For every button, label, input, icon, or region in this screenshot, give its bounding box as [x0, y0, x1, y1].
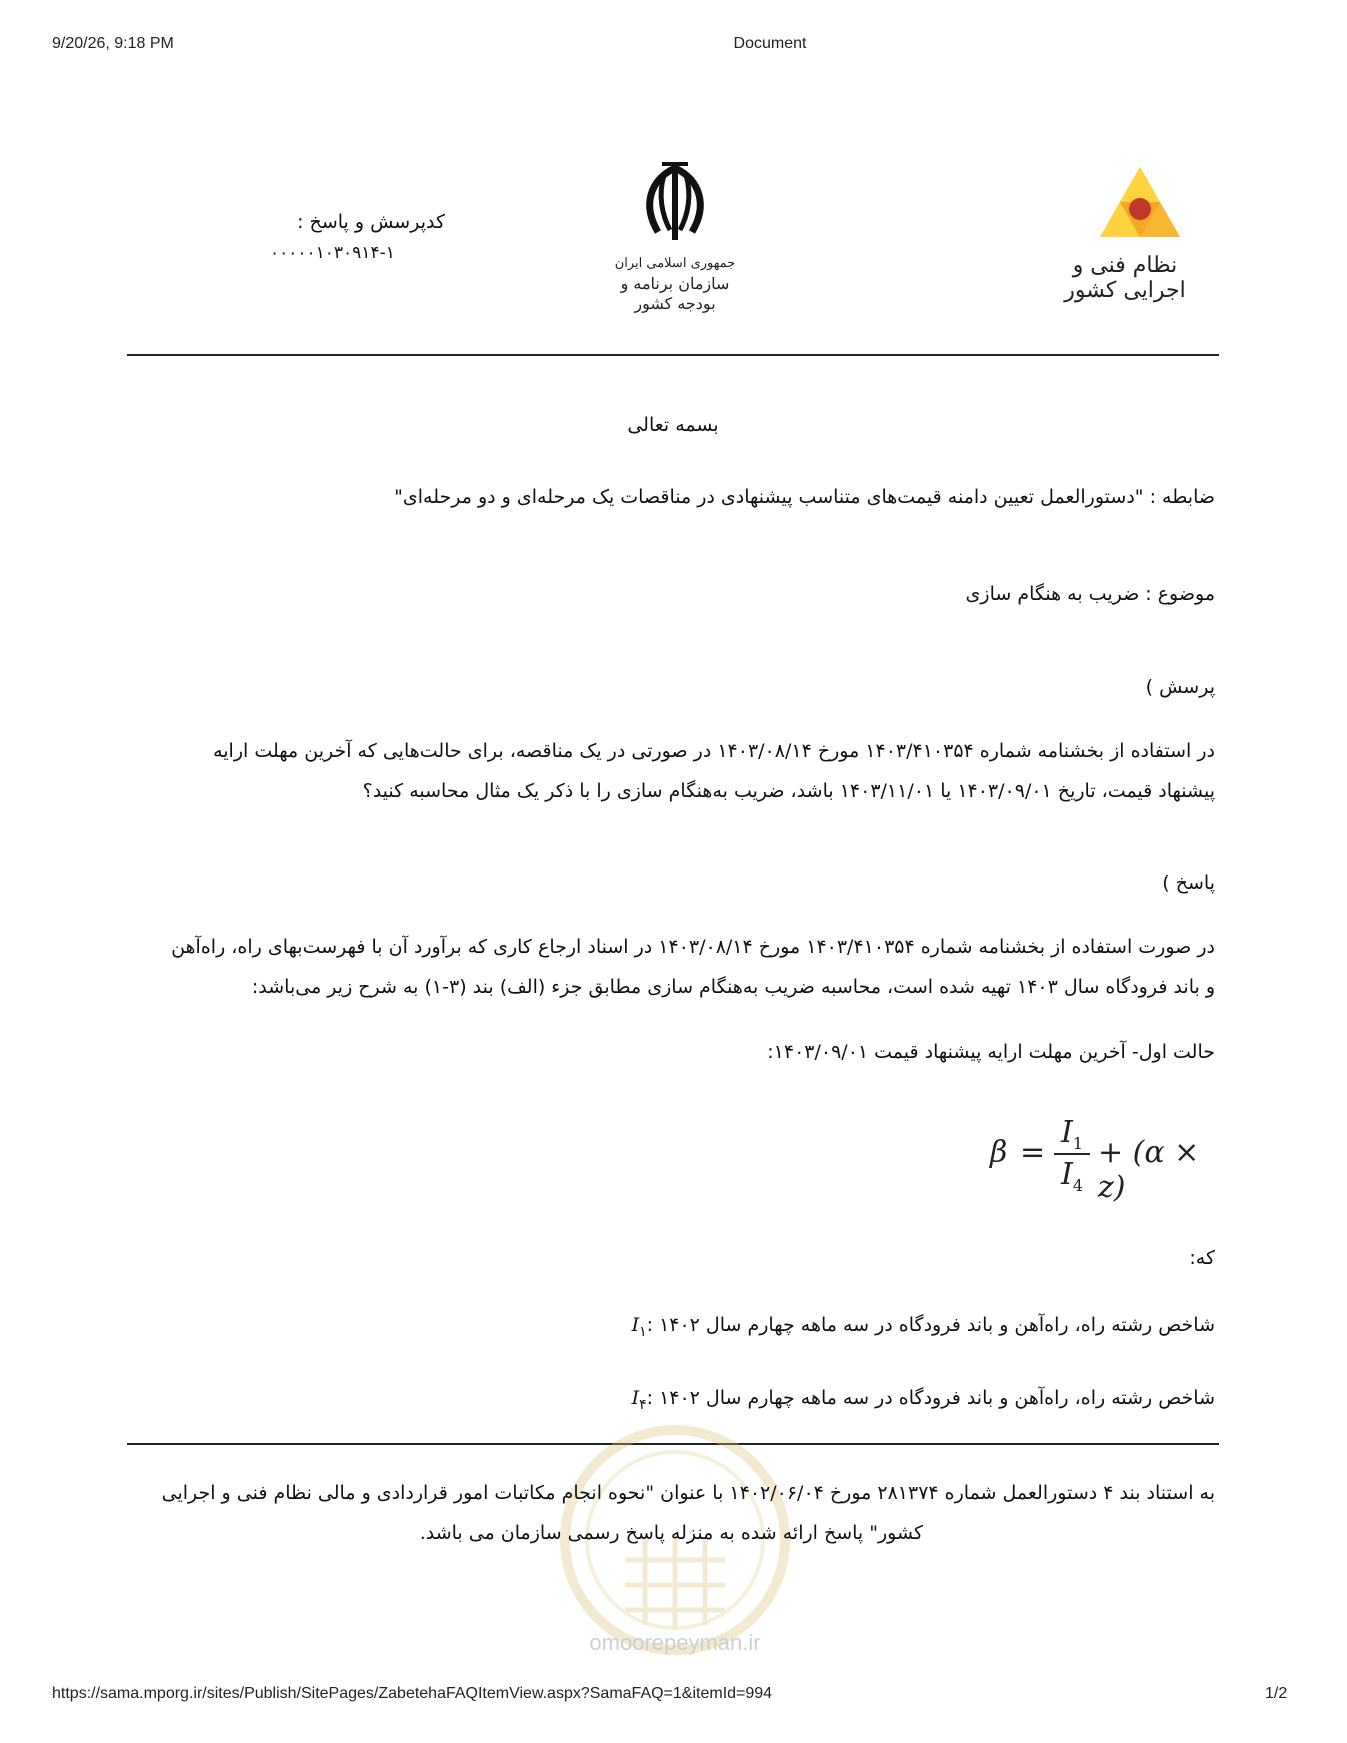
- logo-caption: نظام فنی و اجرایی کشور: [1064, 253, 1186, 303]
- print-page-number: 1/2: [1265, 1685, 1288, 1702]
- faq-code-block: [230, 206, 445, 268]
- answer-line-2: و باند فرودگاه سال ۱۴۰۳ تهیه شده است، محاسبه ضریب به‌هنگام سازی مطابق جزء (الف) بند (۳-۱) به شرح زیر می‌باشد:: [251, 976, 1215, 998]
- print-datetime: 9/20/26, 9:18 PM: [52, 35, 174, 52]
- numerator-var: I: [1060, 1115, 1073, 1150]
- answer-label: پاسخ ): [1162, 872, 1215, 894]
- question-line-2: پیشنهاد قیمت، تاریخ ۱۴۰۳/۰۹/۰۱ یا ۱۴۰۳/۱۱/۰۱ باشد، ضریب به‌هنگام سازی را با ذکر یک مثال محاسبه کنید؟: [362, 780, 1215, 802]
- where-label: که:: [1189, 1247, 1215, 1269]
- code-label: کدپرسش و پاسخ :: [297, 211, 445, 233]
- definition-1: [127, 1305, 1215, 1352]
- watermark-text: omoorepeyman.ir: [589, 1630, 761, 1655]
- case-1: حالت اول- آخرین مهلت ارایه پیشنهاد قیمت ۱۴۰۳/۰۹/۰۱:: [767, 1041, 1215, 1063]
- footer-line-2: کشور" پاسخ ارائه شده به منزله پاسخ رسمی سازمان می باشد.: [419, 1522, 923, 1544]
- subject: موضوع : ضریب به هنگام سازی: [965, 583, 1215, 605]
- def2-var: I: [631, 1387, 640, 1409]
- def2-sub: ۴: [639, 1396, 647, 1413]
- question-line-1: در استفاده از بخشنامه شماره ۱۴۰۳/۴۱۰۳۵۴ مورخ ۱۴۰۳/۰۸/۱۴ در صورتی در یک مناقصه، برای حالت‌هایی که آخرین مهلت ارایه: [213, 740, 1215, 762]
- iran-emblem: [600, 160, 750, 313]
- question-label: پرسش ): [1145, 676, 1215, 698]
- header-divider: [127, 354, 1219, 356]
- emblem-line2: سازمان برنامه و بودجه کشور: [620, 274, 730, 313]
- def1-var: I: [631, 1314, 640, 1336]
- footer-line-1: به استناد بند ۴ دستورالعمل شماره ۲۸۱۳۷۴ مورخ ۱۴۰۲/۰۶/۰۴ با عنوان "نحوه انجام مکاتبات امور قراردادی و مالی نظام فنی و اجرایی: [161, 1482, 1215, 1504]
- denominator-var: I: [1060, 1157, 1073, 1192]
- formula-fraction: [1054, 1115, 1090, 1193]
- code-value: ۰۰۰۰۰۱۰۳۰۹۱۴-۱: [270, 243, 395, 263]
- nezam-fanni-logo: [1050, 165, 1230, 305]
- formula-lhs: β: [990, 1135, 1008, 1170]
- numerator-sub: 1: [1072, 1134, 1084, 1153]
- print-title: Document: [733, 35, 807, 52]
- denominator-sub: 4: [1072, 1176, 1084, 1195]
- emblem-icon: [620, 160, 730, 250]
- definition-2: [127, 1378, 1215, 1425]
- answer-line-1: در صورت استفاده از بخشنامه شماره ۱۴۰۳/۴۱۰۳۵۴ مورخ ۱۴۰۳/۰۸/۱۴ در اسناد ارجاع کاری که برآورد آن با فهرست‌بهای راه، راه‌آهن: [171, 936, 1215, 958]
- pyramid-logo-icon: [1050, 165, 1230, 245]
- def2-text: : شاخص رشته راه، راه‌آهن و باند فرودگاه در سه ماهه چهارم سال ۱۴۰۲: [646, 1387, 1215, 1409]
- emblem-line1: جمهوری اسلامی ایران: [614, 256, 736, 271]
- formula-rhs: + (α × z): [1098, 1135, 1200, 1205]
- def1-text: : شاخص رشته راه، راه‌آهن و باند فرودگاه در سه ماهه چهارم سال ۱۴۰۲: [646, 1314, 1215, 1336]
- criterion: ضابطه : "دستورالعمل تعیین دامنه قیمت‌های متناسب پیشنهادی در مناقصات یک مرحله‌ای و دو مرحله‌ای": [394, 486, 1215, 508]
- def1-sub: ۱: [639, 1323, 647, 1340]
- formula-eq: =: [1020, 1135, 1046, 1170]
- beta-formula: [990, 1115, 1210, 1205]
- print-url: https://sama.mporg.ir/sites/Publish/SitePages/ZabetehaFAQItemView.aspx?SamaFAQ=1&itemId=994: [52, 1685, 773, 1702]
- bismillah: بسمه تعالی: [627, 414, 719, 436]
